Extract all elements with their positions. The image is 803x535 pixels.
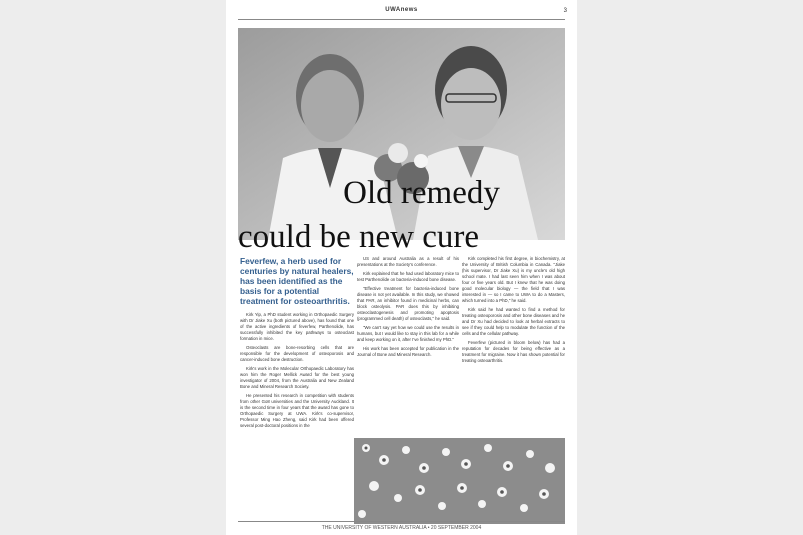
footer-text: THE UNIVERSITY OF WESTERN AUSTRALIA • 20 SEPTEMBER 2004 [321,525,482,531]
paragraph: Kirk said he had wanted to find a method for treating osteoporosis and other bone diseases and he and Dr Xu had decided to look at herbal extracts to see if they could help to modulate the function of the cells and the cellular pathway. [462,307,565,336]
paragraph: Kirk Yip, a PhD student working in Orthopaedic Surgery with Dr Jiake Xu (both pictured above), has found that one of the active ingredients of feverfew, Parthenolide, has successfully inhibited the key pathways to osteoclast formation in mice. [240,312,354,341]
feverfew-photo [354,438,565,524]
footer-rule [238,521,565,522]
paragraph: Osteoclasts are bone-resorbing cells that are responsible for the development of osteoporosis and cancer-induced bone destruction. [240,345,354,362]
headline-line-2: could be new cure [238,219,479,255]
masthead-title: UWAnews [385,7,418,13]
headline-line-1: Old remedy [343,175,500,211]
paragraph: He presented his research in competition with students from other Go8 universities and the University Auckland. It is the second time in four years that the award has gone to Orthopaedic Surgery at UWA. Kirk's co-supervisor, Professor Ming Hao Zheng, said Kirk had been offered several post-doctoral positions in the [240,393,354,428]
paragraph: "We can't say yet how we could use the results in humans, but I would like to stay in this lab for a while and keep working on it, after I've finished my PhD." [357,325,459,342]
paragraph: Feverfew (pictured in bloom below) has had a reputation for decades for being effective as a treatment for migraine. Now it has shown potential for treating osteoarthritis. [462,340,565,363]
paragraph: Kirk completed his first degree, in biochemistry, at the University of British Columbia in Canada. "Jiake (his supervisor, Dr Jiake Xu) is my uncle's old high school mate. I had last seen him when I was about four or five years old. But I knew that he was doing good molecular biology — the field that I was interested in — so I came to UWA to do a Masters, which turned into a PhD," he said. [462,256,565,303]
article-column-3 [462,256,565,367]
newspaper-page [226,0,577,535]
article-column-2 [357,256,459,361]
standfirst: Feverfew, a herb used for centuries by natural healers, has been identified as the basis for a potential treatment for osteoarthritis. [240,256,354,306]
paragraph: Kirk explained that he had used laboratory mice to test Parthenolide on bacteria-induced bone disease. [357,271,459,282]
page-number: 3 [563,8,567,14]
paragraph: His work has been accepted for publication in the Journal of Bone and Mineral Research. [357,346,459,357]
headline [238,176,565,254]
paragraph: "Effective treatment for bacteria-induced bone disease is not yet available. In this study, we showed that PAR, an inhibitor found in medicinal herbs, can block osteolysis. PAR does this by inhibiting osteoclastogenesis and promoting apoptosis (programmed cell death) of osteoclasts," he said. [357,286,459,321]
masthead [226,7,577,13]
paragraph: US and around Australia as a result of his presentations at the Society's conference. [357,256,459,267]
paragraph: Kirk's work in the Molecular Orthopaedic Laboratory has won him the Roger Mellick Award for the best young investigator of 2004, from the Australia and New Zealand Bone and Mineral Research Society. [240,366,354,389]
masthead-rule [238,19,565,20]
page-footer [226,525,577,531]
article-column-1 [240,312,354,432]
